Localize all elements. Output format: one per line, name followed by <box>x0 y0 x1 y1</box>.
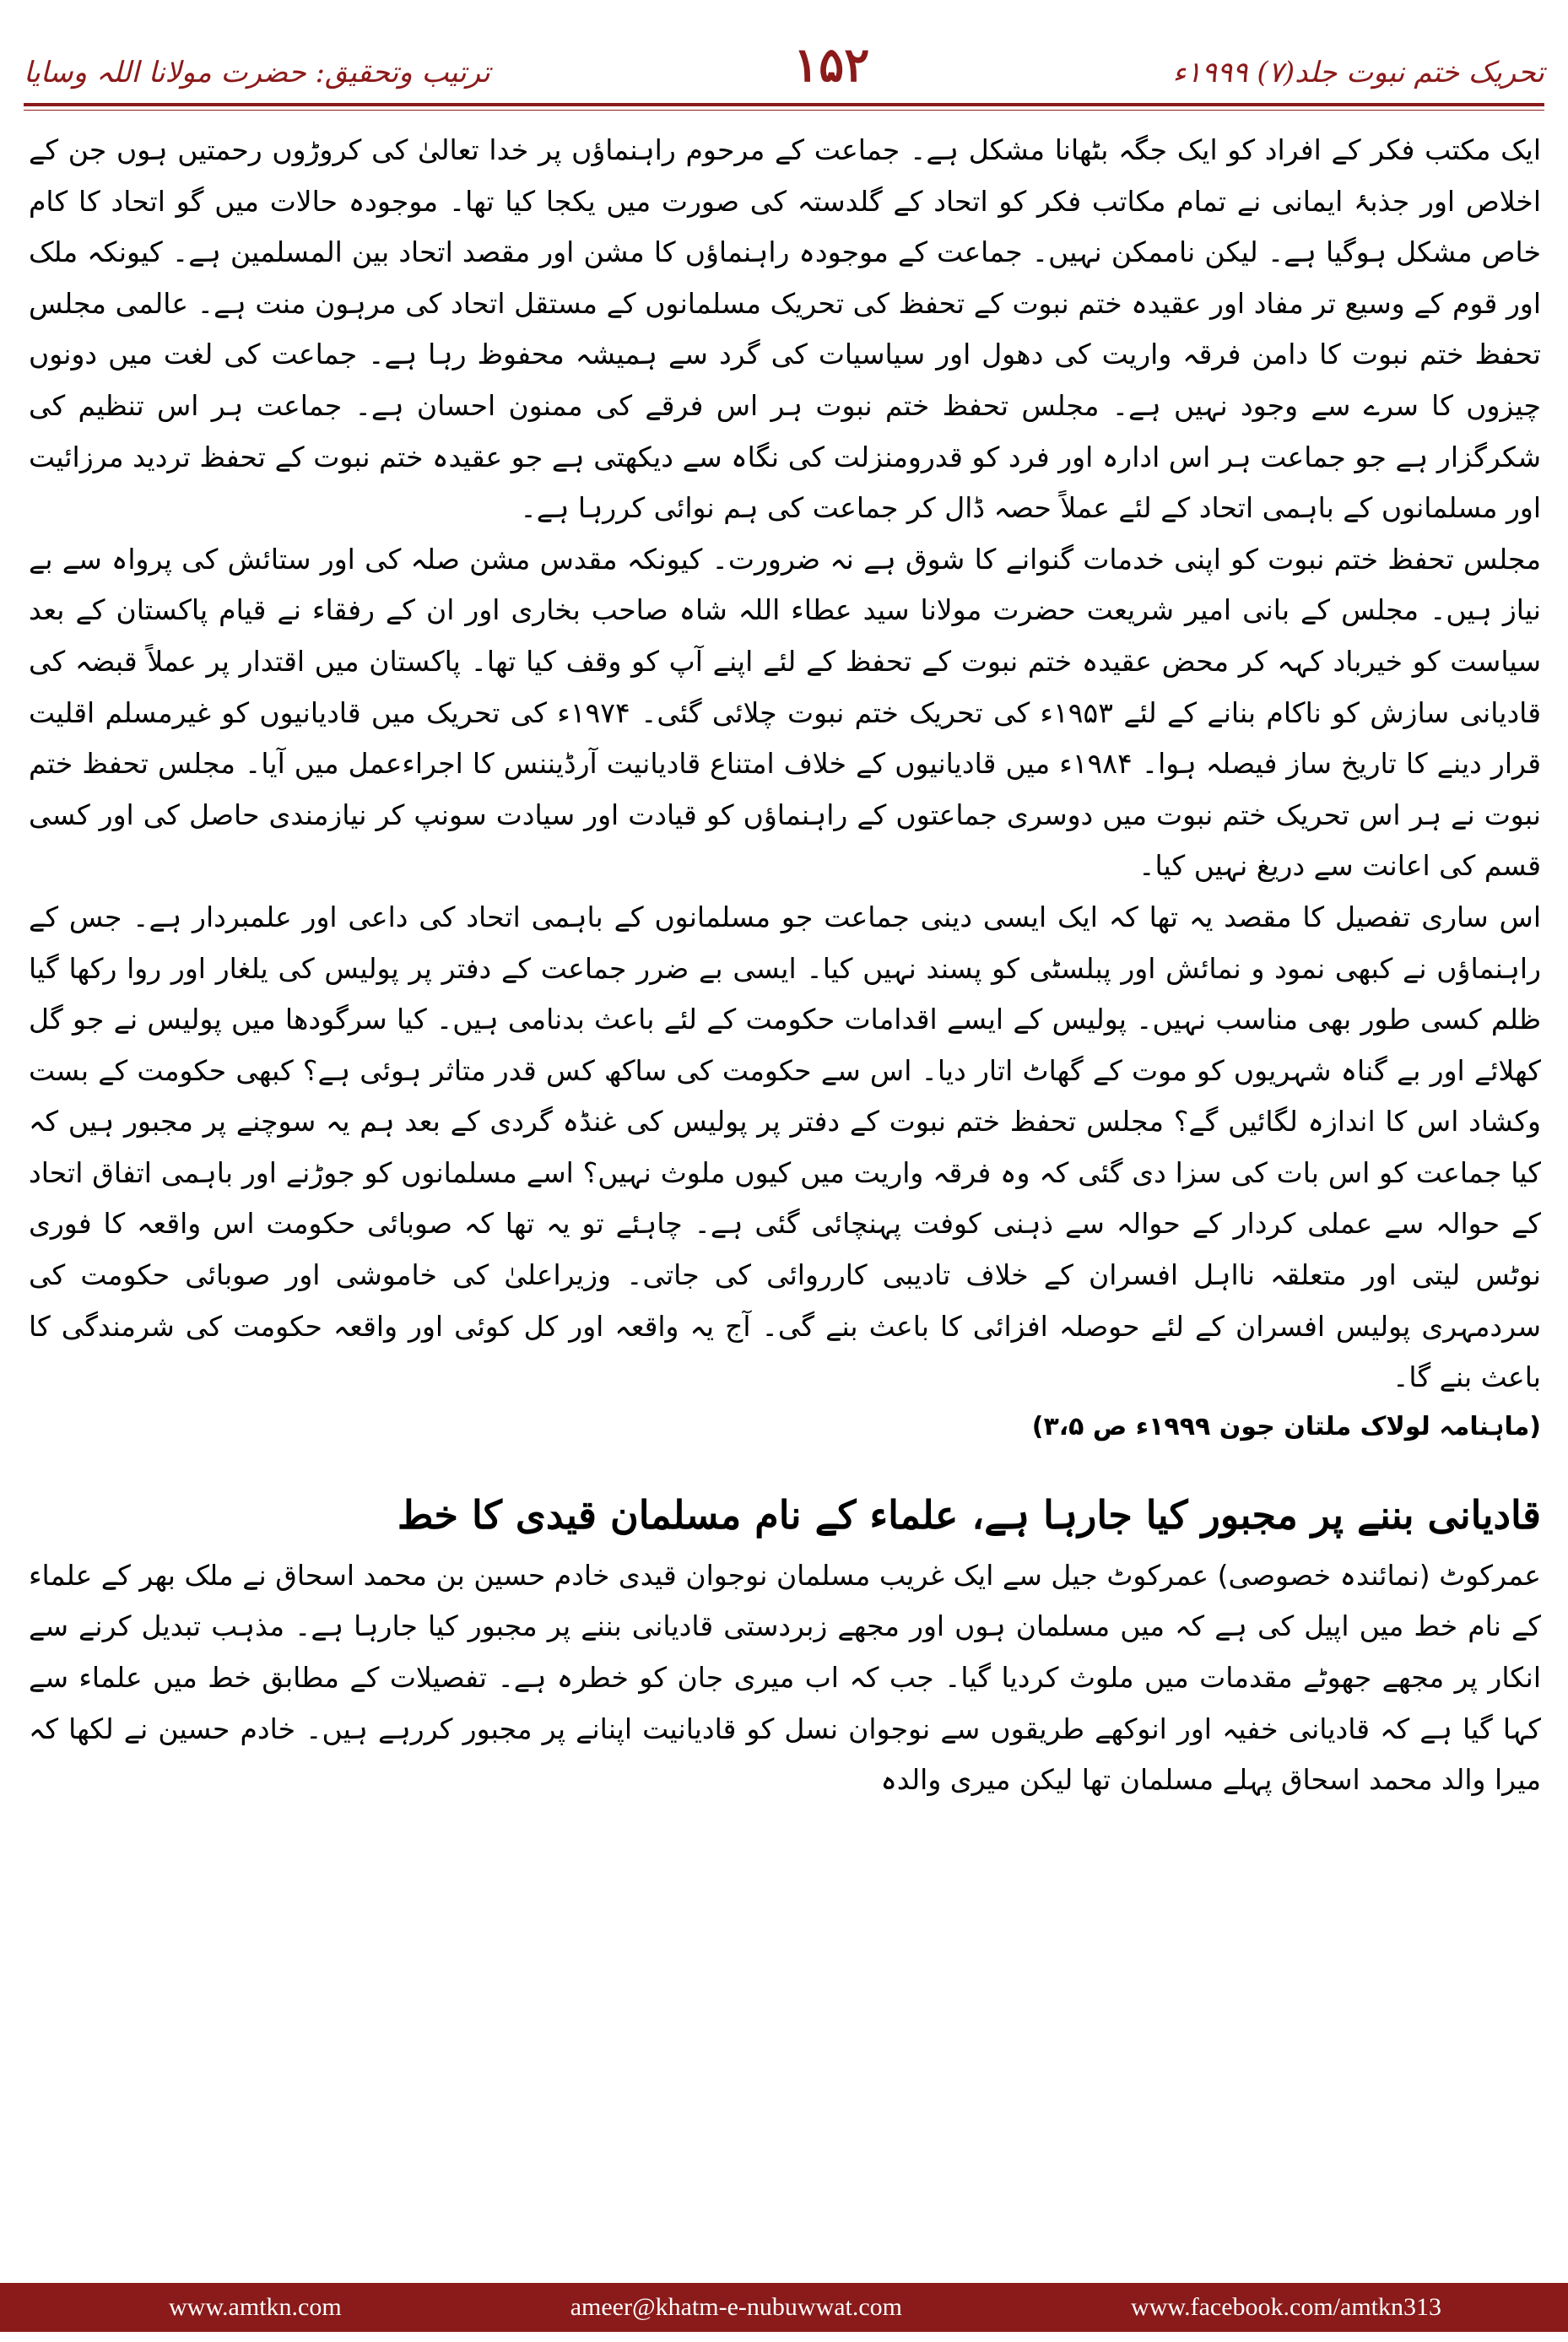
header-rule <box>24 103 1544 106</box>
source-citation: (ماہنامہ لولاک ملتان جون ۱۹۹۹ء ص ۳،۵) <box>1031 1411 1541 1441</box>
article-paragraph-3: اس ساری تفصیل کا مقصد یہ تھا کہ ایک ایسی دینی جماعت جو مسلمانوں کے باہمی اتحاد کی داعی اور علمبردار ہے۔ جس کے راہنماؤں نے کبھی نمود و نمائش اور پبلسٹی کو پسند نہیں کیا۔ ایسی بے ضرر جماعت کے دفتر پر پولیس کی یلغار اور روا رکھا گیا ظلم کسی طور بھی مناسب نہیں۔ پولیس کے ایسے اقدامات حکومت کے لئے باعث بدنامی ہیں۔ کیا سرگودھا میں پولیس نے جو گل کھلائے اور بے گناہ شہریوں کو موت کے گھاٹ اتار دیا۔ اس سے حکومت کی ساکھ کس قدر متاثر ہوئی ہے؟ کبھی حکومت کے بست وکشاد اس کا اندازہ لگائیں گے؟ مجلس تحفظ ختم نبوت کے دفتر پر پولیس کی غنڈہ گردی کے بعد ہم یہ سوچنے پر مجبور ہیں کہ کیا جماعت کو اس بات کی سزا دی گئی کہ وہ فرقہ واریت میں کیوں ملوث نہیں؟ اسے مسلمانوں کو جوڑنے اور باہمی اتفاق اتحاد کے حوالہ سے عملی کردار کے حوالہ سے ذہنی کوفت پہنچائی گئی ہے۔ چاہئے تو یہ تھا کہ صوبائی حکومت اس واقعہ کا فوری نوٹس لیتی اور متعلقہ نااہل افسران کے خلاف تادیبی کارروائی کی جاتی۔ وزیراعلیٰ کی خاموشی اور صوبائی حکومت کی سردمہری پولیس افسران کے لئے حوصلہ افزائی کا باعث بنے گی۔ آج یہ واقعہ اور کل کوئی اور واقعہ حکومت کی شرمندگی کا باعث بنے گا۔ <box>29 900 1541 1394</box>
page-body <box>29 125 1541 1806</box>
news-paragraph: عمرکوٹ (نمائندہ خصوصی) عمرکوٹ جیل سے ایک غریب مسلمان نوجوان قیدی خادم حسین بن محمد اسحاق نے ملک بھر کے علماء کے نام خط میں اپیل کی ہے کہ میں مسلمان ہوں اور مجھے زبردستی قادیانی بننے پر مجبور کیا جارہا ہے۔ مذہب تبدیل کرنے سے انکار پر مجھے جھوٹے مقدمات میں ملوث کردیا گیا۔ جب کہ اب میری جان کو خطرہ ہے۔ تفصیلات کے مطابق خط میں علماء سے کہا گیا ہے کہ قادیانی خفیہ اور انوکھے طریقوں سے نوجوان نسل کو قادیانیت اپنانے پر مجبور کررہے ہیں۔ خادم حسین نے لکھا کہ میرا والد محمد اسحاق پہلے مسلمان تھا لیکن میری والدہ <box>29 1558 1541 1797</box>
header-rule-thin <box>24 110 1544 111</box>
facebook-link[interactable]: www.facebook.com/amtkn313 <box>1131 2293 1441 2321</box>
page-number: ۱۵۲ <box>793 37 870 93</box>
article-paragraph-1: ایک مکتب فکر کے افراد کو ایک جگہ بٹھانا مشکل ہے۔ جماعت کے مرحوم راہنماؤں پر خدا تعالیٰ کی کروڑوں رحمتیں ہوں جن کے اخلاص اور جذبۂ ایمانی نے تمام مکاتب فکر کو اتحاد کے گلدستہ کی صورت میں یکجا کیا تھا۔ موجودہ حالات میں گو اتحاد کا کام خاص مشکل ہوگیا ہے۔ لیکن ناممکن نہیں۔ جماعت کے موجودہ راہنماؤں کا مشن اور مقصد اتحاد بین المسلمین ہے۔ کیونکہ ملک اور قوم کے وسیع تر مفاد اور عقیدہ ختم نبوت کے تحفظ کی تحریک مسلمانوں کے مستقل اتحاد کی مرہون منت ہے۔ عالمی مجلس تحفظ ختم نبوت کا دامن فرقہ واریت کی دھول اور سیاسیات کی گرد سے ہمیشہ محفوظ رہا ہے۔ جماعت کی لغت میں دونوں چیزوں کا سرے سے وجود نہیں ہے۔ مجلس تحفظ ختم نبوت ہر اس فرقے کی ممنون احسان ہے۔ جماعت ہر اس تنظیم کی شکرگزار ہے جو جماعت ہر اس ادارہ اور فرد کو قدرومنزلت کی نگاہ سے دیکھتی ہے جو عقیدہ ختم نبوت کے تحفظ تردید مرزائیت اور مسلمانوں کے باہمی اتحاد کے لئے عملاً حصہ ڈال کر جماعت کی ہم نوائی کررہا ہے۔ <box>29 133 1541 525</box>
compiler-credit: ترتیب وتحقیق: حضرت مولانا اللہ وسایا <box>24 56 490 89</box>
article-paragraph-2: مجلس تحفظ ختم نبوت کو اپنی خدمات گنوانے کا شوق ہے نہ ضرورت۔ کیونکہ مقدس مشن صلہ کی اور ستائش کی پرواہ سے بے نیاز ہیں۔ مجلس کے بانی امیر شریعت حضرت مولانا سید عطاء اللہ شاہ صاحب بخاری اور ان کے رفقاء نے قیام پاکستان کے بعد سیاست کو خیرباد کہہ کر محض عقیدہ ختم نبوت کے تحفظ کے لئے اپنے آپ کو وقف کیا تھا۔ پاکستان میں اقتدار پر عملاً قبضہ کی قادیانی سازش کو ناکام بنانے کے لئے ۱۹۵۳ء کی تحریک ختم نبوت چلائی گئی۔ ۱۹۷۴ء کی تحریک میں قادیانیوں کو غیرمسلم اقلیت قرار دینے کا تاریخ ساز فیصلہ ہوا۔ ۱۹۸۴ء میں قادیانیوں کے خلاف امتناع قادیانیت آرڈیننس کا اجراءعمل میں آیا۔ مجلس تحفظ ختم نبوت نے ہر اس تحریک ختم نبوت میں دوسری جماعتوں کے راہنماؤں کو قیادت اور سیادت سونپ کر نیازمندی حاصل کی اور کسی قسم کی اعانت سے دریغ نہیں کیا۔ <box>29 542 1542 883</box>
news-heading: قادیانی بننے پر مجبور کیا جارہا ہے، علماء کے نام مسلمان قیدی کا خط <box>397 1491 1541 1538</box>
email-link[interactable]: ameer@khatm-e-nubuwwat.com <box>570 2293 903 2321</box>
page-footer <box>0 2283 1568 2332</box>
book-title: تحریک ختم نبوت جلد(۷) ۱۹۹۹ء <box>1172 56 1544 89</box>
website-link[interactable]: www.amtkn.com <box>169 2293 342 2321</box>
page-header <box>24 15 1544 100</box>
